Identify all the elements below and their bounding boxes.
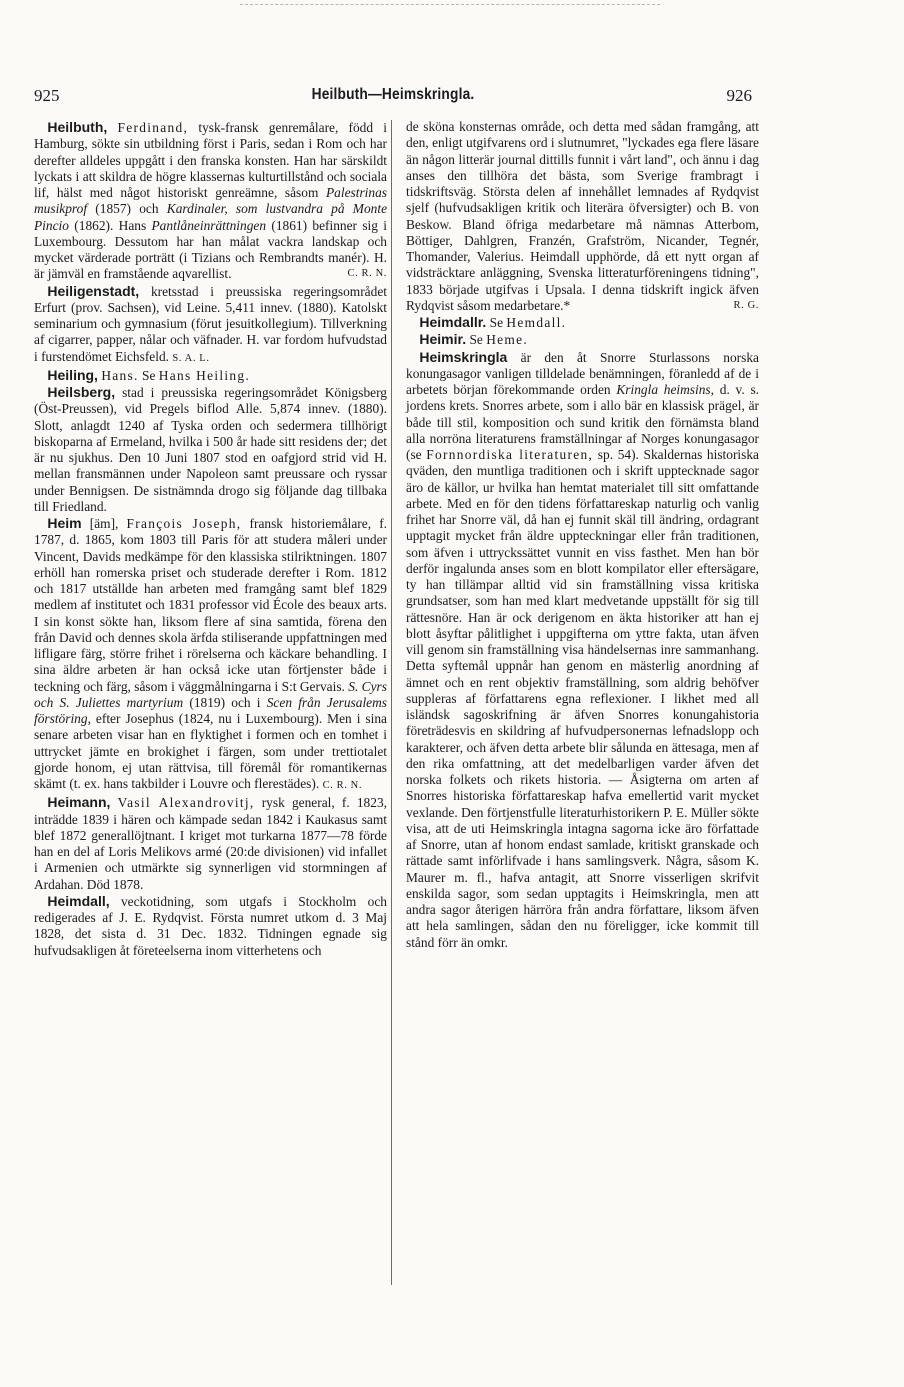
column-divider [391,120,392,1285]
entry-heilbuth [34,119,387,283]
work-title: S. Cyrs och S. Juliettes martyrium [34,678,387,710]
entry-text: sp. 54). Skaldernas historiska qväden, den muntliga traditionen och i skrift upptecknade sagor äro de källor, ur hvilka han hemtat materialet till sitt omfattande arbete. Med en för den tidens författareskap naturlig och vanlig frihet har Snorre väl, då han ej funnit skäl till ändring, ordagrant upptagit mycket från äldre uppteckningar eller från traditionen, som äfven i uttryckssättet vunnit en viss fasthet. Men han bör derför ingalunda anses som en blott kompilator eller eftersägare, ty han tillämpar alltid vid sin framställning vissa kritiska grundsatser, som han med klart medvetande uppställt för sig till rättesnöre. Han är ock derigenom en äkta historiker att han ej blott åsyftar pålitlighet i uppgifterna om yttre fakta, utan äfven vill genom sin framställning visa händelsernas inre sammanhang. Detta syftemål uppnår han genom en mästerlig anordning af ämnet och en rent objektiv framställning, som aldrig behöfver suppleras af författarens egna reflexioner. I likhet med all isländsk sagoskrifning är äfven Snorres konungahistoria företrädesvis en skildring af hufvudpersonernas lefnadslopp och karakterer, och äfven detta arbete blir sålunda en ättesaga, men af den rika omfattning, att det medelbarligen varder äfven det norska folkets och rikets historia. — Åsigterna om arten af Snorres historiska författareskap hafva emellertid varit mycket vexlande. Den förtjenstfulle literaturhistorikern P. E. Müller sökte visa, att de uti Heimskringla intagna sagorna icke äro författade af Snorre, utan af honom endast samlade, kritiskt granskade och rättade samt införlifvade i hans samlingsverk. Några, såsom K. Maurer m. fl., hafva antagit, att Snorre visserligen skrifvit enskilda sagor, som sedan upptagits i Heimskringla, men att andra sagor återigen härröra från andra författare, liksom äfven att hela samlingen, sådan den nu föreligger, icke kommit till stånd förr än omkr. [406,447,759,950]
person-name: Hans. [101,367,139,383]
entry-text: veckotidning, som utgafs i Stockholm och redigerades af J. E. Rydqvist. Första numret utkom d. 3 Maj 1828, det sista d. 31 Dec. 1832. Tidningen egnade sig hufvudsakligen åt företeelserna inom vitterhetens och [34,893,387,958]
entry-text: stad i preussiska regeringsområdet Königsberg (Öst-Preussen), vid Pregels biflod Alle. 5,874 innev. (1880). Slott, anlagdt 1240 af Tyska orden och sedermera tillhörigt biskoparna af Ermeland, hvilka i 500 år hade sitt residens der; det är nu sjukhus. Den 10 Juni 1807 stod en oafgjord strid vid H. mellan fransmännen under Napoleon samt preussare och ryssar under Bennigsen. De sistnämnda drogo sig följande dag tillbaka till Friedland. [34,385,387,514]
work-title: Kringla heimsins, [616,382,714,397]
entry-heimskringla [406,349,759,951]
entry-text: tysk-fransk genremålare, född i Hamburg, sökte sin utbildning först i Paris, sedan i Rom och har derefter alldeles uppgått i den franska konsten. Han har särskildt lyckats i att skildra de högre klassernas kulturtillstånd och sociala lif, hälst med något historiskt genreämne, såsom [34,120,387,200]
cross-reference: Hemdall. [506,315,567,330]
headword: Heim [47,515,82,531]
entry-text: är den åt Snorre Sturlassons norska konungasagor vanligen tilldelade benämningen, föranledd af de i arbetets början förekommande orden [406,349,759,397]
page-number-left: 925 [34,86,60,105]
entry-heimdallr [406,314,759,331]
top-rule [240,4,660,5]
cross-reference: Hans Heiling. [158,367,251,383]
entry-heiligenstadt [34,283,387,367]
headword: Heimdallr. [419,314,487,330]
headword: Heiligenstadt, [47,282,140,299]
author-signature: C. R. N. [347,268,387,280]
cross-reference: Fornnordiska literaturen, [426,447,594,462]
person-name: Vasil Alexandrovitj, [117,795,255,811]
person-name: Ferdinand, [117,120,189,135]
work-title: Scen från Jerusalems förstöring, [34,694,387,726]
entry-heimir [406,331,759,348]
entry-text: efter Josephus (1824, nu i Luxembourg). Men i sina senare arbeten visar han en flyktighet i formen och en tomhet i uttrycket jämte en brokighet i färgen, som under trettiotalet gjorde honom, ej utan rättvisa, till föremål för romantikernas skämt (t. ex. hans takbilder i Louvre och flerestädes). [34,711,387,791]
entry-text: Se [466,332,487,348]
headword: Heilbuth, [47,119,108,135]
entry-text: de sköna konsternas område, och detta med sådan framgång, att den, enligt utgifvarens ord i slutnumret, "lyckades ega flere läsare än någon litterär journal dittills funnit i vårt land", och ännu i dag anses den tillhöra det bästa, som Sverige frambragt i tidskriftsväg. Största delen af innehållet lemnades af Rydqvist sjelf (hufvudsakligen kritik och literära öfversigter) och B. von Beskow. Bland öfriga medarbetare må nämnas Atterbom, Böttiger, Dahlgren, Franzén, Grafström, Nicander, Tegnér, Thomander, Valerius. Heimdall upphörde, då ett nytt organ af vidsträcktare anläggning, Svenska litteraturföreningens tidning", 1833 började utgifvas i Upsala. I denna tidskrift ingick äfven Rydqvist såsom medarbetare.* [406,119,759,313]
headword: Heimann, [47,794,111,811]
entry-text: Se [138,367,159,383]
entry-text: rysk general, f. 1823, inträdde 1839 i hären och kämpade sedan 1842 i Kaukasus samt blef 1872 generallöjtnant. I kriget mot turkarna 1877—78 förde han en del af Loris Melikovs armé (20:de divisionen) vid infallet i Armenien och utmärkte sig synnerligen vid stormningen af Ardahan. Död 1878. [34,795,387,892]
left-column [34,119,387,959]
entry-heilsberg [34,384,387,515]
work-title: Pantlåneinrättningen [151,217,267,233]
entry-text: fransk historiemålare, f. 1787, d. 1865, kom 1803 till Paris för att studera måleri under Vincent, Davids medkämpe för den klassiska stilriktningen. 1807 erhöll han romerska priset och studerade derefter i Rom. 1812 och 1817 utställde han arbeten med framgång samt blef 1829 medlem af institutet och 1831 professor vid École des beaux arts. I sin konst sökte han, liksom flere af sina samtida, förena den från David och dennes skola ärfda stiliserande uppfattningen med lifligare färg, större frihet i rörelserna och käckare behandling. I sina äldre arbeten är han också icke utan förtjenster både i teckning och färg, såsom i väggmålningarna i S:t Gervais. [34,516,388,694]
entry-text: d. v. s. jordens krets. Snorres arbete, som i allo bär en klassisk prägel, är både till stil, komposition och sund kritik den förnämsta bland alla norröna literaturens framställningar af Norges konungasagor (se [406,382,760,462]
page-header [34,86,752,110]
entry-heimdall [34,893,387,959]
cross-reference: Heme. [486,332,529,348]
person-name: François Joseph, [126,516,242,531]
headword: Heiling, [47,366,98,383]
running-title: Heilbuth—Heimskringla. [311,86,475,103]
entry-text: (1862). Hans [68,217,152,233]
author-signature: R. G. [733,299,759,311]
author-signature: C. R. N. [322,780,363,791]
work-title: Palestrinas musikprof [34,185,387,217]
right-column [406,119,759,951]
entry-heimann [34,794,387,893]
entry-text: (1819) och i [183,694,267,710]
entry-heiling [34,367,387,384]
headword: Heimskringla [419,348,508,365]
entry-text: [äm], [81,516,127,531]
page-number-right: 926 [726,86,752,105]
entry-heimdall-continued [406,119,759,314]
headword: Heilsberg, [47,384,116,400]
entry-heim [34,515,387,794]
work-title: Kardinaler, som lustvandra på Monte Pincio [34,201,388,233]
entry-text: (1861) befinner sig i Luxembourg. Dessutom har han målat vackra landskap och mycket värderade porträtt (i Tizians och Rembrandts manér). H. är jämväl en framstående aqvarellist. [34,217,387,282]
entry-text: kretsstad i preussiska regeringsområdet Erfurt (prov. Sachsen), vid Leine. 5,411 innev. (1880). Katolskt seminarium och gymnasium (förut jesuitkollegium). Tillverkning af cigarrer, papper, nålar och väfnader. H. var fordom hufvudstad i furstendömet Eichsfeld. [34,283,387,364]
entry-text: Se [486,315,507,330]
headword: Heimdall, [47,892,110,909]
entry-text: (1857) och [87,201,167,217]
author-signature: S. A. L. [172,352,210,364]
headword: Heimir. [419,331,467,348]
